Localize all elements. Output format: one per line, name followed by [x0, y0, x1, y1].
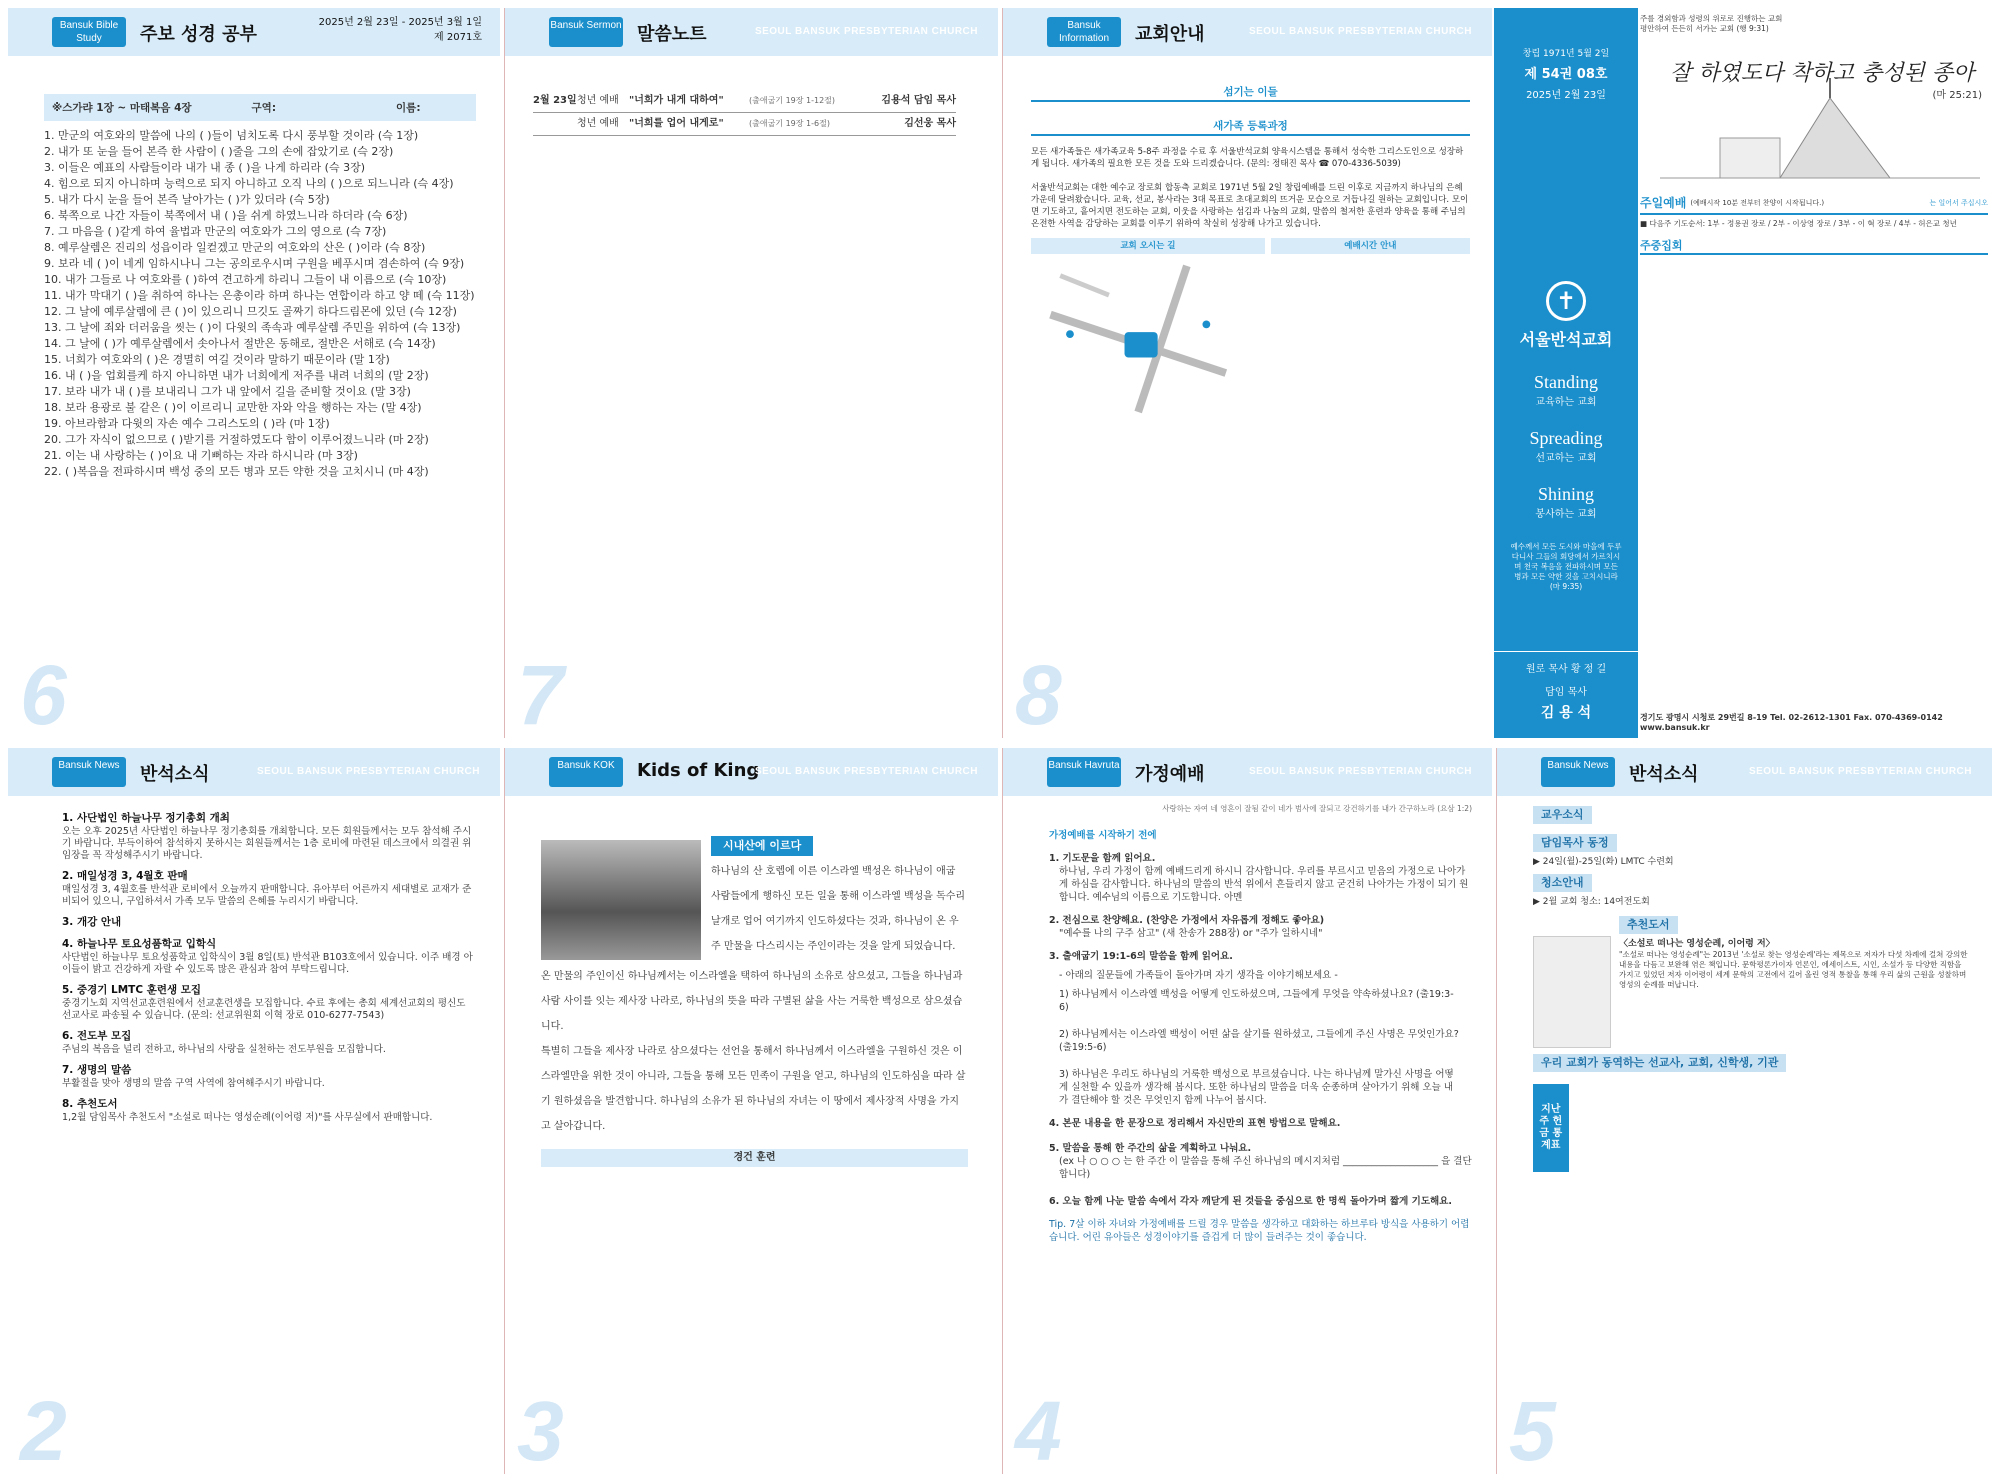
page-3-kids: Bansuk KOK Kids of King SEOUL BANSUK PRESBYTERIAN CHURCH 시내산에 이르다 하나님의 산 호렙에 이른 이스라엘 백성은 하나님이 애굽 사람들에게 행하신 모든 일을 통해 이스라엘 백성을 독수리 날개로 업어 여기까지 인도하셨다는 것과, 하나님이 온 우주 만물을 다스리시는 주인이라는 것을 알게 되었습니다. 온 만물의 주인이신 하나님께서는 이스라엘을 택하여 하나님의 소유로 삼으셨고, 그들을 하나님과 사람 사이를 잇는 제사장 나라로, 하나님의 뜻을 따라 구별된 삶을 사는 거룩한 백성으로 삼으셨습니다. 특별히 그들을 제사장 나라로 삼으셨다는 선언을 통해서 하나님께서 이스라엘을 구원하신 것은 이스라엘만을 위한 것이 아니라, 그들을 통해 모든 민족이 구원을 얻고, 하나님의 인도하심을 따라 살기 원하셨음을 발견합니다. 하나님의 소유가 된 하나님의 자녀는 이 땅에서 제사장적 사명을 가지고 살아갑니다. 경건 훈련 3	[504, 748, 998, 1474]
quiz-question: 9. 보라 네 ( )이 네게 임하시나니 그는 공의로우시며 구원을 베푸시며 겸손하여 (슥 9장)	[44, 257, 465, 270]
location-map	[1031, 254, 1265, 422]
section-badge: Bansuk KOK	[549, 757, 623, 787]
section-badge: Bansuk Information	[1047, 17, 1121, 47]
registration-text: 모든 새가족들은 새가족교육 5-8주 과정을 수료 후 서울반석교회 양육시스템을 통해서 성숙한 그리스도인으로 성장하게 됩니다. 새가족의 필요한 모든 것을 도와 드리겠습니다. (문의: 정태진 목사 ☎ 070-4336-5039)	[1031, 147, 1464, 169]
quiz-question: 16. 내 ( )을 업회를케 하지 아니하면 내가 너희에게 저주를 내려 너희의 (말 2장)	[44, 369, 429, 382]
page-header: Bansuk Havruta 가정예배 SEOUL BANSUK PRESBYTERIAN CHURCH	[1003, 748, 1492, 796]
page-title: 말씀노트	[637, 24, 707, 45]
church-intro: 서울반석교회는 대한 예수교 장로회 합동측 교회로 1971년 5월 2일 창립예배를 드린 이후로 지금까지 하나님의 은혜 가운데 달려왔습니다. 교육, 선교, 봉사라는 3대 목표로 초대교회의 뜨거운 모습으로 거듭나길 원하는 교회입니다. 모이면 기도하고, 흩어지면 전도하는 교회, 이웃을 사랑하는 섬김과 나눔의 교회, 말씀의 철저한 훈련과 양육을 통해 주님의 온전한 사역을 감당하는 교회를 이루기 위하여 착실히 성장해 나가고 있습니다.	[1031, 183, 1469, 229]
quiz-question: 10. 내가 그들로 나 여호와를 ( )하여 견고하게 하리니 그들이 내 이름으로 (슥 10장)	[44, 273, 447, 286]
cover-strip: 창립 1971년 5월 2일 제 54권 08호 2025년 2월 23일 ✝ 서울반석교회 Standing 교육하는 교회 Spreading 선교하는 교회 Shining 봉사하는 교회 예수께서 모든 도시와 마을에 두루 다니사 그들의 회당에서 가르치시며 천국 복음을 전파하시며 모든 병과 모든 약한 것을 고치시니라 (마 9:35) 원로 목사 황 정 길 담임 목사 김 용 석	[1494, 8, 1638, 738]
page-header	[8, 8, 500, 56]
cover-page: 주를 경외함과 성령의 위로로 진행하는 교회 평안하여 든든히 서가는 교회 (행 9:31) 잘 하였도다 착하고 충성된 종아 (마 25:21) 주일예배 (예배시작 10분 전부터 찬양이 시작됩니다.) 는 일어서 주십시오 ■ 다음주 기도순서: 1부 - 정용권 장로 / 2부 - 이상영 장로 / 3부 - 이 혁 장로 / 4부 - 허은교 청년 주중집회 경기도 광명시 시청로 29번길 8-19 Tel. 02-2612-1301 Fax. 070-4369-0142 www.bansuk.kr	[1640, 8, 1992, 738]
page-title: 주보 성경 공부	[140, 24, 257, 45]
church-logo-icon: ✝	[1546, 281, 1586, 321]
mountain-photo	[541, 840, 701, 960]
section-badge: Bansuk News	[52, 757, 126, 787]
page-number: 8	[1015, 648, 1062, 738]
page-8-church-info	[1002, 8, 1492, 738]
quiz-question: 17. 보라 내가 내 ( )를 보내리니 그가 내 앞에서 길을 준비할 것이요 (말 3장)	[44, 385, 411, 398]
page-number: 7	[517, 648, 564, 738]
issue-date: 2025년 2월 23일 - 2025년 3월 1일 제 2071호	[318, 17, 482, 43]
sermon-row-1: 2월 23일 청년 예배 "너희가 내게 대하여" (출애굽기 19장 1-12절) 김용석 담임 목사	[533, 90, 956, 113]
quiz-question: 6. 북쪽으로 나간 자들이 북쪽에서 내 ( )을 쉬게 하였느니라 하더라 (슥 6장)	[44, 209, 408, 222]
page-2-news: Bansuk News 반석소식 SEOUL BANSUK PRESBYTERIAN CHURCH 1. 사단법인 하늘나무 정기총회 개최 오는 오후 2025년 사단법인 하늘나무 정기총회를 개최합니다. 모든 회원들께서는 모두 참석해 주시기 바랍니다. 부득이하여 참석하지 못하시는 회원들께서는 1층 로비에 마련된 데스크에서 의결권 위임장을 꼭 작성해주시기 바랍니다. 2. 매일성경 3, 4월호 판매 매일성경 3, 4월호를 반석관 로비에서 오늘까지 판매합니다. 유아부터 어른까지 세대별로 교재가 준비되어 있으니, 구입하셔서 가족 모두 말씀의 은혜를 누리시기 바랍니다. 3. 개강 안내 4. 하늘나무 토요성품학교 입학식 사단법인 하늘나무 토요성품학교 입학식이 3월 8일(토) 반석관 B103호에서 있습니다. 이주 배경 아이들이 밝고 건강하게 자랄 수 있도록 많은 관심과 참여 부탁드립니다. 5. 중경기 LMTC 훈련생 모집 중경기노회 지역선교훈련원에서 선교훈련생을 모집합니다. 수료 후에는 총회 세계선교회의 평신도 선교사로 파송될 수 있습니다. (문의: 선교위원회 이혁 장로 010-6277-7543) 6. 전도부 모집 주님의 복음을 널리 전하고, 하나님의 사랑을 실천하는 전도부원을 모집합니다. 7. 생명의 말씀 부활절을 맞아 생명의 말씀 구역 사역에 참여해주시기 바랍니다. 8. 추천도서 1,2월 담임목사 추천도서 "소설로 떠나는 영성순례(이어령 저)"를 사무실에서 판매합니다. 2	[8, 748, 500, 1474]
quiz-question: 8. 예루살렘은 진리의 성읍이라 일컫겠고 만군의 여호와의 산은 ( )이라 (슥 8장)	[44, 241, 426, 254]
page-title: 교회안내	[1135, 24, 1205, 45]
quiz-question: 3. 이들은 예표의 사람들이라 내가 내 종 ( )을 나게 하리라 (슥 3장)	[44, 161, 366, 174]
quiz-question: 22. ( )복음을 전파하시며 백성 중의 모든 병과 모든 약한 것을 고치시니 (마 4장)	[44, 465, 429, 478]
quiz-list	[44, 127, 476, 479]
quiz-question: 4. 힘으로 되지 아니하며 능력으로 되지 아니하고 오직 나의 ( )으로 되느니라 (슥 4장)	[44, 177, 454, 190]
page-title: 반석소식	[1629, 764, 1699, 785]
page-number: 6	[20, 648, 67, 738]
church-name: 서울반석교회	[1519, 330, 1613, 349]
quiz-question: 1. 만군의 여호와의 말씀에 나의 ( )들이 넘치도록 다시 풍부할 것이라 (슥 1장)	[44, 129, 419, 142]
quiz-question: 19. 아브라함과 다윗의 자손 예수 그리스도의 ( )라 (마 1장)	[44, 417, 330, 430]
quiz-question: 7. 그 마음을 ( )같게 하여 율법과 만군의 여호와가 그의 영으로 (슥 7장)	[44, 225, 387, 238]
quiz-question: 2. 내가 또 눈을 들어 본즉 한 사람이 ( )줄을 그의 손에 잡았기로 (슥 2장)	[44, 145, 394, 158]
page-header: Bansuk Sermon 말씀노트 SEOUL BANSUK PRESBYTERIAN CHURCH	[505, 8, 998, 56]
page-header: Bansuk News 반석소식 SEOUL BANSUK PRESBYTERIAN CHURCH	[8, 748, 500, 796]
page-5-news: Bansuk News 반석소식 SEOUL BANSUK PRESBYTERIAN CHURCH 교우소식 담임목사 동정 ▶ 24일(월)-25일(화) LMTC 수련회 청소안내 ▶ 2월 교회 청소: 14여전도회 추천도서 〈소설로 떠나는 영성순례, 이어령 저〉 "소설로 떠나는 영성순례"는 2013년 '소설로 찾는 영성순례'라는 제목으로 저자가 다섯 차례에 걸쳐 강의한 내용을 다듬고 보완해 엮은 책입니다. 문학평론가이자 언론인, 에세이스트, 시인, 소설가 등 다양한 직함을 가지고 있었던 저자 이어령이 세계 문학의 고전에서 길어 올린 영적 통찰을 통해 우리 삶의 근원을 성찰하며 영성의 순례를 떠납니다. 우리 교회가 동역하는 선교사, 교회, 신학생, 기관 지난주 헌금 통계표 5	[1496, 748, 1992, 1474]
page-title: Kids of King	[637, 760, 760, 781]
page-number: 4	[1015, 1384, 1062, 1474]
book-cover	[1533, 936, 1611, 1048]
slogan: 잘 하였도다 착하고 충성된 종아	[1670, 61, 1975, 86]
quiz-question: 14. 그 날에 ( )가 예루살렘에서 솟아나서 절반은 동해로, 절반은 서해로 (슥 14장)	[44, 337, 436, 350]
page-6-bible-study	[8, 8, 500, 738]
address: 경기도 광명시 시청로 29번길 8-19 Tel. 02-2612-1301 Fax. 070-4369-0142 www.bansuk.kr	[1640, 713, 1943, 732]
quiz-question: 13. 그 날에 죄와 더러움을 씻는 ( )이 다윗의 족속과 예루살렘 주민을 위하여 (슥 13장)	[44, 321, 461, 334]
story-tag: 시내산에 이르다	[711, 836, 813, 856]
registration-title: 새가족 등록과정	[1031, 120, 1470, 136]
quiz-question: 20. 그가 자식이 없으므로 ( )받기를 거절하였도다 함이 이루어졌느니라 (마 2장)	[44, 433, 429, 446]
page-header: Bansuk News 반석소식 SEOUL BANSUK PRESBYTERIAN CHURCH	[1497, 748, 1992, 796]
staff-title: 섬기는 이들	[1031, 86, 1470, 102]
section-badge: Bansuk Havruta	[1047, 757, 1121, 787]
sermon-row-2: 청년 예배 "너희를 업어 내게로" (출애굽기 19장 1-6절) 김선웅 목사	[533, 113, 956, 136]
section-badge: Bansuk News	[1541, 757, 1615, 787]
section-badge: Bansuk Sermon	[549, 17, 623, 47]
quiz-question: 21. 이는 내 사랑하는 ( )이요 내 기뻐하는 자라 하시니라 (마 3장)	[44, 449, 358, 462]
page-header: Bansuk Information 교회안내 SEOUL BANSUK PRESBYTERIAN CHURCH	[1003, 8, 1492, 56]
quiz-question: 18. 보라 용광로 불 같은 ( )이 이르리니 교만한 자와 악을 행하는 자는 (말 4장)	[44, 401, 422, 414]
page-number: 3	[517, 1384, 564, 1474]
section-badge: Bansuk Bible Study	[52, 17, 126, 47]
page-number: 5	[1509, 1384, 1556, 1474]
worship-times: 예배시간 안내	[1271, 238, 1470, 426]
page-7-sermon-notes	[504, 8, 998, 738]
page-title: 가정예배	[1135, 764, 1205, 785]
page-title: 반석소식	[140, 764, 210, 785]
church-building-illustration	[1660, 78, 1980, 188]
page-number: 2	[20, 1384, 67, 1474]
quiz-question: 15. 너희가 여호와의 ( )은 경멸히 여길 것이라 말하기 때문이라 (말 1장)	[44, 353, 390, 366]
page-4-family-worship: Bansuk Havruta 가정예배 SEOUL BANSUK PRESBYTERIAN CHURCH 사랑하는 자여 네 영혼이 잘됨 같이 네가 범사에 잘되고 강건하기를 내가 간구하노라 (요삼 1:2) 가정예배를 시작하기 전에 1. 기도문을 함께 읽어요. 하나님, 우리 가정이 함께 예배드리게 하시니 감사합니다. 우리를 부르시고 믿음의 가정으로 나아가게 하심을 감사합니다. 하나님의 말씀의 반석 위에서 흔들리지 않고 굳건히 나아가는 가정이 되기 원합니다. 예수님의 이름으로 기도합니다. 아멘 2. 전심으로 찬양해요. (찬양은 가정에서 자유롭게 정해도 좋아요) "예수를 나의 구주 삼고" (새 찬송가 288장) or "주가 일하시네" 3. 출애굽기 19:1-6의 말씀을 함께 읽어요. - 아래의 질문들에 가족들이 돌아가며 자기 생각을 이야기해보세요 - 1) 하나님께서 이스라엘 백성을 어떻게 인도하셨으며, 그들에게 무엇을 약속하셨나요? (출19:3-6) 2) 하나님께서는 이스라엘 백성이 어떤 삶을 살기를 원하셨고, 그들에게 주신 사명은 무엇인가요? (출19:5-6) 3) 하나님은 우리도 하나님의 거룩한 백성으로 부르셨습니다. 나는 하나님께 말가신 사명을 어떻게 실천할 수 있을까 생각해 봅시다. 또한 하나님의 말씀을 더욱 순종하며 살아가기 위해 오늘 내가 결단해야 할 것은 무엇인지 함께 나누어 봅시다. 4. 본문 내용을 한 문장으로 정리해서 자신만의 표현 방법으로 말해요. 5. 말씀을 통해 한 주간의 삶을 계획하고 나눠요. (ex 나 ○ ○ ○ 는 한 주간 이 말씀을 통해 주신 하나님의 메시지처럼 ____________________ 을 결단합니다) 6. 오늘 함께 나눈 말씀 속에서 각자 깨닫게 된 것들을 중심으로 한 명씩 돌아가며 짧게 기도해요. Tip. 7살 이하 자녀와 가정예배를 드릴 경우 말씀을 생각하고 대화하는 하브루타 방식을 사용하기 어렵습니다. 어린 유아들은 성경이야기를 즐겁게 더 많이 들려주는 것이 좋습니다. 4	[1002, 748, 1492, 1474]
quiz-header: ※스가랴 1장 ~ 마태복음 4장 구역: 이름:	[44, 94, 476, 121]
map-section: 교회 오시는 길	[1031, 238, 1265, 426]
sunday-title: 주일예배	[1640, 196, 1687, 210]
page-header: Bansuk KOK Kids of King SEOUL BANSUK PRESBYTERIAN CHURCH	[505, 748, 998, 796]
quiz-question: 5. 내가 다시 눈을 들어 본즉 날아가는 ( )가 있더라 (슥 5장)	[44, 193, 330, 206]
quiz-question: 11. 내가 막대기 ( )을 취하여 하나는 은총이라 하며 하나는 연합이라 하고 양 떼 (슥 11장)	[44, 289, 475, 302]
quiz-question: 12. 그 날에 예루살렘에 큰 ( )이 있으리니 므깃도 골짜기 하다드림몬에 있던 (슥 12장)	[44, 305, 457, 318]
